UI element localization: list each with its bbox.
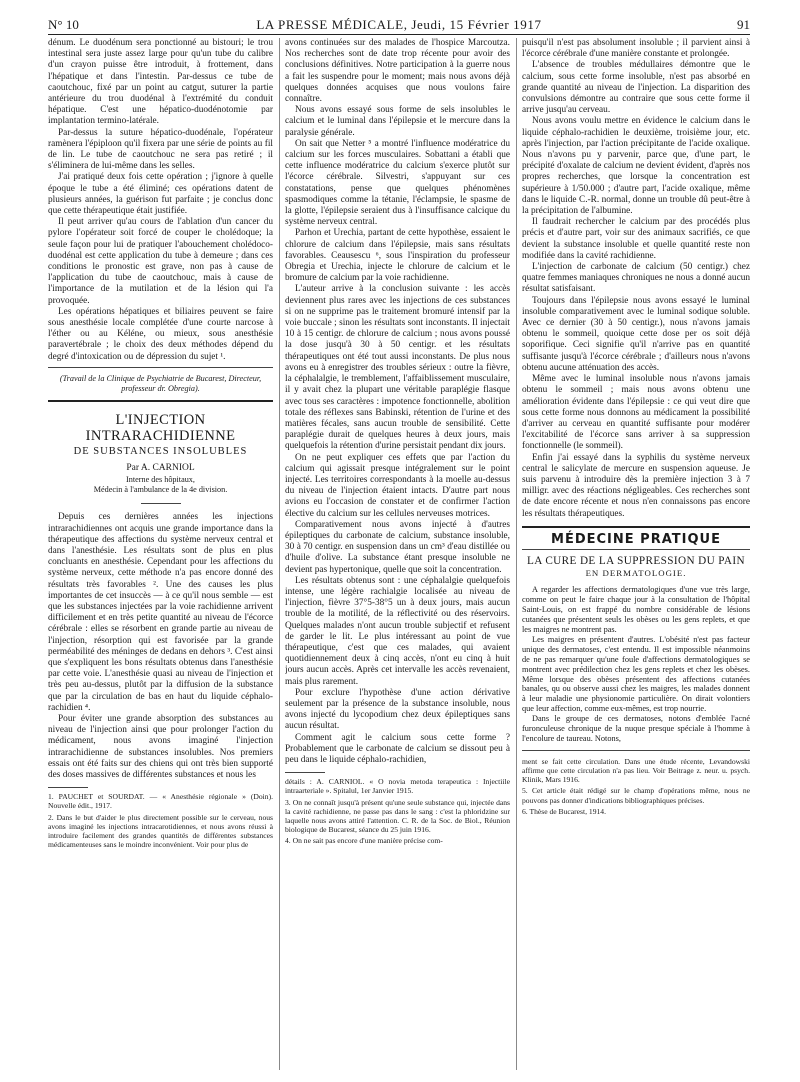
paragraph: Les opérations hépatiques et biliaires peuvent se faire sous anesthésie locale complétée d'une courte narcose à l'éther ou au Kéléne, ou mieux, sous anesthésie paravertébrale ; le choix des deux méthodes dépend du degré d'intoxication ou de dépression du sujet ¹.	[48, 306, 273, 362]
paragraph: Enfin j'ai essayé dans la syphilis du système nerveux central le salicylate de mercure en suspension aqueuse. Je suis parvenu à introduire dès la première injection 3 à 7 milligr. avec des réactions négligeables. Ces recherches sont de date encore récente et nous n'en connaissons pas encore les résultats thérapeutiques.	[522, 452, 750, 519]
column-divider	[516, 38, 517, 1070]
paragraph: Les résultats obtenus sont : une céphalalgie quelquefois intense, une légère rachialgie localisée au niveau de l'injection, fièvre 37°5-38°5 un à deux jours, mais aucun trouble de la motilité, de la réflectivité ou des réservoirs. Quelques malades n'ont aucun trouble subjectif et refusent de garder le lit. Le plus intéressant au point de vue thérapeutique, c'est que ces malades, qui avaient quotidiennement deux à cinq accès, n'ont eu cinq à huit jours aucun accès. Après cet intervalle les accès revenaient, mais plus rarement.	[285, 575, 510, 687]
separator-rule	[522, 526, 750, 528]
issue-number: N° 10	[48, 17, 79, 32]
footnote-rule	[522, 750, 750, 751]
header-rule	[48, 34, 750, 35]
article-title: L'INJECTION INTRARACHIDIENNE	[85, 411, 236, 444]
short-rule	[141, 503, 181, 504]
page-header	[48, 13, 750, 35]
paragraph: Par-dessus la suture hépatico-duodénale, l'opérateur ramènera l'épiploon qu'il fixera par une série de points au fil de lin. Le tube de caoutchouc ne sera pas retiré ; il s'éliminera de lui-même dans les selles.	[48, 127, 273, 172]
footnote: 5. Cet article était rédigé sur le champ d'opérations même, nous ne pouvons pas donner d'indications bibliographiques précises.	[522, 786, 750, 805]
separator-rule	[48, 400, 273, 402]
paragraph: Nous avons essayé sous forme de sels insolubles le calcium et le luminal dans l'épilepsie et le mercure dans la paralysie générale.	[285, 105, 510, 138]
paragraph: L'absence de troubles médullaires démontre que le calcium, sous cette forme insoluble, n'est pas absorbé en grande quantité au niveau de l'injection. La disparition des convulsions démontre au contraire que sous cette forme il arrive jusqu'au cerveau.	[522, 60, 750, 116]
paragraph: A regarder les affections dermatologiques d'une vue très large, comme on peut le faire chaque jour à la consultation de l'hôpital Saint-Louis, on est frappé du nombre considérable de lésions cutanées que présentent seuls les obèses ou les gens replets, et que les maigres ne montrent pas.	[522, 585, 750, 634]
paragraph: On sait que Netter ⁵ a montré l'influence modératrice du calcium sur les forces musculaires. Sobattani a établi que cette influence modératrice du calcium s'exerce plutôt sur l'écorce cérébrale. Silvestri, s'appuyant sur ces constatations, pense que quelques phénomènes spasmodiques comme la tétanie, l'éclampsie, le spasme de la glotte, l'épilepsie seraient dus à l'insuffisance calcique du système nerveux central.	[285, 138, 510, 228]
paragraph: On ne peut expliquer ces effets que par l'action du calcium qui agissait presque intégralement sur le point injecté. Les territoires correspondants à la moelle au-dessus du niveau de l'injection étaient intacts. D'autre part nous avions eu l'occasion de constater et de confirmer l'action élective du calcium sur les cellules nerveuses motrices.	[285, 452, 510, 519]
article-subtitle: EN DERMATOLOGIE.	[585, 568, 687, 579]
affiliation-line: Interne des hôpitaux,	[126, 475, 195, 485]
article-subtitle: DE SUBSTANCES INSOLUBLES	[73, 445, 248, 457]
footnote: 2. Dans le but d'aider le plus directement possible sur le cerveau, nous avons imaginé les injections intracarotidiennes, et nous avons réussi à introduire facilement des grandes quantités de différentes substances médicamenteuses sans le moindre inconvénient. Voir pour plus de	[48, 812, 273, 850]
paragraph: Parhon et Urechia, partant de cette hypothèse, essaient le chlorure de calcium dans l'épilepsie, mais sans résultats favorables. Ceausescu ⁶, sous l'inspiration du professeur Obregia et Urechia, injecte le chlorure de calcium et le bromure de calcium par la voie rachidienne.	[285, 228, 510, 284]
article-title: LA CURE DE LA SUPPRESSION DU PAIN	[527, 554, 745, 567]
column-3	[522, 38, 750, 1074]
author-affiliation	[48, 475, 273, 495]
footnote-rule	[48, 787, 88, 788]
paragraph: Comment agit le calcium sous cette forme ? Probablement que le carbonate de calcium se dissout peu à peu dans le liquide céphalo-rachidien,	[285, 732, 510, 765]
separator-rule	[522, 549, 750, 550]
paragraph: L'injection de carbonate de calcium (50 centigr.) chez quatre femmes maniaques chroniques ne nous a donné aucun résultat satisfaisant.	[522, 262, 750, 295]
paragraph: J'ai pratiqué deux fois cette opération ; j'ignore à quelle époque le tube a été éliminé; ces opérations datent de plusieurs années, la guérison fut parfaite ; je conclus donc que cette thérapeutique était justifiée.	[48, 172, 273, 217]
article-author: Par A. CARNIOL	[126, 463, 195, 474]
paragraph: Pour éviter une grande absorption des substances au niveau de l'injection ainsi que pour prolonger l'action du médicament, nous avons imaginé l'injection intrarachidienne de substances insolubles. Nos premiers essais ont été faits sur des chiens qui ont très bien supporté des doses massives de différentes substances et nous les	[48, 713, 273, 780]
footnotes	[285, 772, 510, 845]
paragraph: Dans le groupe de ces dermatoses, notons d'emblée l'acné furonculeuse chronique de la nuque presque spéciale à l'homme à l'encolure de taureau. Notons,	[522, 714, 750, 743]
paragraph: Même avec le luminal insoluble nous n'avons jamais obtenu le sommeil ; mais nous avons obtenu une amélioration évidente dans l'épilepsie : ce qui veut dire que sous cette forme nous donnons au médicament la possibilité d'arriver au cerveau en quantité suffisante pour modérer l'excitabilité de l'écorce sans arriver à sa suppression fonctionnelle (le sommeil).	[522, 374, 750, 452]
paragraph: L'auteur arrive à la conclusion suivante : les accès deviennent plus rares avec les injections de ces substances si on ne supprime pas le traitement bromuré intensif par la voie buccale ; sinon les résultats sont inconstants. Il injectait 10 à 15 centigr. de chlorure de calcium ; nous avons poussé la dose jusqu'à 30 à 50 centigr. et les résultats thérapeutiques ont été tout aussi inconstants. De plus nous avons eu à enregistrer des troubles sérieux : outre la fièvre, la céphalalgie, le tremblement, l'affaiblissement musculaire, il y avait chez la plupart une véritable paraplégie flasque avec tous ses caractères : impotence fonctionnelle, abolition totale des réflexes sans Babinski, rétention de l'urine et des matières fécales, sans aucun trouble de sensibilité. Cette paraplégie durait de quelques heures à deux jours, mais quelquefois la rétention d'urine persistait pendant dix jours.	[285, 284, 510, 452]
paragraph: Toujours dans l'épilepsie nous avons essayé le luminal insoluble comparativement avec le luminal sodique soluble. Avec ce dernier (30 à 50 centigr.), nous n'avons jamais obtenu le sommeil, quoique cette dose per os soit déjà soporifique. Ceci signifie qu'il n'arrive pas en quantité suffisante jusqu'à l'écorce cérébrale ; d'ailleurs nous n'avons obtenu aucune atténuation des accès.	[522, 295, 750, 373]
paragraph: Comparativement nous avons injecté à d'autres épileptiques du carbonate de calcium, substance insoluble, 30 à 70 centigr. en suspension dans un cm³ d'eau distillée ou d'huile d'olive. La substance étant presque insoluble ne devient pas hypertonique, quelle que soit la concentration.	[285, 519, 510, 575]
paragraph: Nous avons voulu mettre en évidence le calcium dans le liquide céphalo-rachidien le deuxième, troisième jour, etc. après l'injection, par l'action précipitante de l'acide oxalique. Nous n'avons pu y parvenir, parce que, d'une part, le précipité d'oxalate de calcium ne devient évident, d'après nos propres recherches, que lorsque la concentration est supérieure à 1/50.000 ; d'autre part, l'acide oxalique, même dans le liquide C.-R. normal, donne un trouble dû peut-être à la précipitation de l'albumine.	[522, 116, 750, 217]
page-number: 91	[737, 17, 750, 32]
paragraph: Il faudrait rechercher le calcium par des procédés plus précis et d'autre part, voir sur des animaux sacrifiés, ce que devient la substance insoluble et quelle quantité reste non modifiée dans la cavité rachidienne.	[522, 217, 750, 261]
paragraph: Il peut arriver qu'au cours de l'ablation d'un cancer du pylore l'opérateur soit forcé de couper le cholédoque; la seule façon pour lui de pratiquer l'abouchement cholédoco-duodénal est cette application du tube à demeure ; dans ces conditions le pronostic est grave, non pas à cause de l'application du tube de caoutchouc, mais à cause de l'importance de la mutilation et de la lésion qui l'a provoquée.	[48, 217, 273, 306]
affiliation-line: Médecin à l'ambulance de la 4e division.	[93, 485, 228, 495]
footnotes	[522, 750, 750, 816]
column-divider	[279, 38, 280, 1070]
footnote: ment se fait cette circulation. Dans une étude récente, Levandowski affirme que cette circulation n'a pas lieu. Voir Beitrage z. neur. u. psych. Klinik, Mars 1916.	[522, 756, 750, 785]
footnote: 3. On ne connaît jusqu'à présent qu'une seule substance qui, injectée dans la cavité rachidienne, ne passe pas dans le sang : c'est la phloridzine sur laquelle nous avons attiré l'attention. C. R. de la Soc. de Biol., Réunion biologique de Bucarest, séance du 25 juin 1916.	[285, 797, 510, 835]
footnote-rule	[285, 772, 325, 773]
footnote: 4. On ne sait pas encore d'une manière précise com-	[285, 836, 443, 846]
paragraph: avons continuées sur des malades de l'hospice Marcoutza. Nos recherches sont de date trop récente pour avoir des conclusions définitives. Notre participation à la guerre nous a fait les suspendre pour le moment; mais nous avons déjà quelques données acquises que nous voulons faire connaître.	[285, 38, 510, 105]
footnotes	[48, 787, 273, 849]
article-credit: (Travail de la Clinique de Psychiatrie de Bucarest, Directeur, professeur dr. Obregia).	[59, 373, 262, 393]
separator-rule	[48, 367, 273, 368]
publication-title: LA PRESSE MÉDICALE, Jeudi, 15 Février 1917	[256, 17, 542, 32]
column-1	[48, 38, 273, 1074]
paragraph: puisqu'il n'est pas absolument insoluble ; il parvient ainsi à l'écorce cérébrale d'une manière constante et prolongée.	[522, 38, 750, 60]
section-title: MÉDECINE PRATIQUE	[551, 531, 721, 547]
paragraph: dénum. Le duodénum sera ponctionné au bistouri; le trou intestinal sera juste assez large pour qu'un tube du calibre d'un crayon puisse être introduit, à frottement, dans l'hépatique et dans l'intestin. Par-dessus ce tube de caoutchouc, fixé par un point au catgut, suturer la partie antérieure du trou duodénal à l'extrémité du conduit hépatique. C'est une hépatico-duodénotomie par implantation termino-latérale.	[48, 38, 273, 127]
paragraph: Pour exclure l'hypothèse d'une action dérivative seulement par la présence de la substance insoluble, nous avons injecté du lycopodium chez deux épileptiques sans aucun résultat.	[285, 687, 510, 732]
paragraph: Depuis ces dernières années les injections intrarachidiennes ont acquis une grande importance dans la thérapeutique des affections du système nerveux central et dans l'anesthésie. Les résultats sont de plus en plus concluants en anesthésie. Cependant pour les affections du système nerveux, cette méthode n'a pas encore donné des résultats très favorables ². Une des causes les plus importantes de cet insuccès — à ce qu'il nous semble — est que les substances injectées par la voie rachidienne arrivent difficilement et en très petite quantité au niveau de l'écorce cérébrale : elles se résorbent en grande partie au niveau de l'injection, résorption qui est favorisée par la grande perméabilité des méninges de dedans en dehors ³. C'est ainsi que s'expliquent les bons résultats obtenus dans l'anesthésie par cette voie. L'anesthésie quasi au niveau de l'injection et très peu au-dessus, plutôt par la diffusion de la substance que par la circulation de bas en haut du liquide céphalo-rachidien ⁴.	[48, 512, 273, 713]
footnote: 6. Thèse de Bucarest, 1914.	[522, 806, 607, 816]
footnote: détails : A. CARNIOL. « O novia metoda terapeutica : Injectiile intraarteriale ». Spitalul, 1er Janvier 1915.	[285, 777, 510, 796]
paragraph: Les maigres en présentent d'autres. L'obésité n'est pas facteur unique des dermatoses, c'est entendu. Il est impossible néanmoins de ne pas remarquer qu'une foule d'affections dermatologiques se montrent avec prédilection chez les gens replets et chez les obèses. Même lorsque des obèses présentent des affections cutanées banales, qu ou observe aussi chez les maigres, les malades donnent à leur maladie une physionomie particulière. On dirait volontiers que leur affection, comme eux-mêmes, est trop nourrie.	[522, 634, 750, 714]
footnote: 1. PAUCHET et SOURDAT. — « Anesthésie régionale » (Doin). Nouvelle édit., 1917.	[48, 792, 273, 811]
column-2	[285, 38, 510, 1074]
